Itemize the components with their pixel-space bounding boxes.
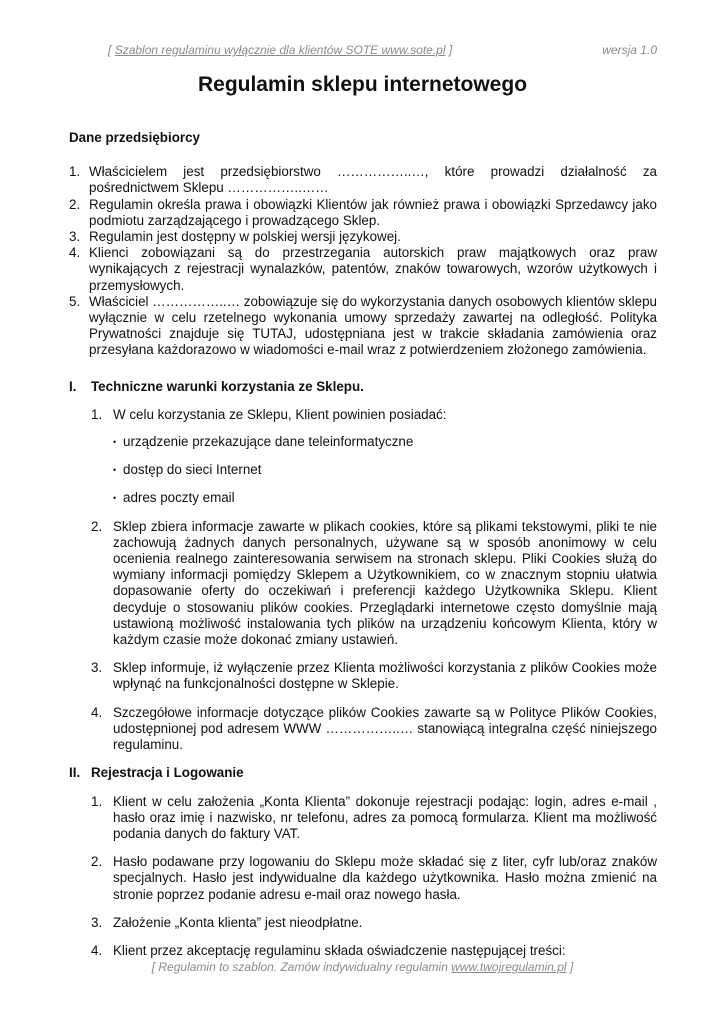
page-title: Regulamin sklepu internetowego [197,73,528,96]
section-2-item-4: 4. Klient przez akceptację regulaminu składa oświadczenie następującej treści: [91,942,566,958]
page-footer: [ Regulamin to szablon. Zamów indywidualny regulamin www.twojregulamin.pl ] [151,960,574,974]
bullet-item: • adres poczty email [113,490,235,506]
intro-item-2: 2. Regulamin określa prawa i obowiązki Klientów jak również prawa i obowiązki Sprzedawcy jako podmiotu zarządzającego i prowadzącego Sklep. [69,196,657,228]
section-1-item-3: 3. Sklep informuje, iż wyłączenie przez Klienta możliwości korzystania z plików Cookies może wpłynąć na funkcjonalności dostępne w Sklepie. [91,660,657,692]
section-1-heading: I. Techniczne warunki korzystania ze Sklepu. [69,378,364,394]
bullet-icon: • [113,437,117,448]
document-body [69,130,657,959]
bullet-icon: • [113,465,117,476]
bullet-item: • urządzenie przekazujące dane teleinformatyczne [113,434,414,450]
section-2-item-1: 1. Klient w celu założenia „Konta Klienta” dokonuje rejestracji podając: login, adres e-mail , hasło oraz imię i nazwisko, nr telefonu, adres za pomocą formularza. Klient ma możliwość podania danych do faktury VAT. [91,793,657,841]
section-1-item-4: 4. Szczegółowe informacje dotyczące plików Cookies zawarte są w Polityce Plików Cookies, udostępnionej pod adresem WWW ……………..… stanowiącą integralna część niniejszego regulaminu. [91,704,657,753]
template-notice: [ Szablon regulaminu wyłącznie dla klientów SOTE www.sote.pl ] [108,43,453,57]
bullet-item: • dostęp do sieci Internet [113,462,262,478]
twojregulamin-link[interactable]: www.twojregulamin.pl [451,960,567,974]
section-2-heading: II. Rejestracja i Logowanie [69,765,244,781]
intro-heading: Dane przedsiębiorcy [69,130,200,145]
version-label: wersja 1.0 [602,43,657,57]
section-1-item-1: 1. W celu korzystania ze Sklepu, Klient powinien posiadać: [91,406,447,422]
intro-item-3: 3. Regulamin jest dostępny w polskiej wersji językowej. [69,229,401,245]
intro-item-5: 5. Właściciel ……………..… zobowiązuje się do wykorzystania danych osobowych klientów sklepu wyłącznie w celu rzetelnego wykonania umowy sprzedaży zawartej na odległość. Polityka Prywatności znajduje się TUTAJ, udostępniana jest w trakcie składania zamówienia oraz przesyłana każdorazowo w wiadomości e-mail wraz z potwierdzeniem złożonego zamówienia. [69,293,657,358]
sote-link[interactable]: Szablon regulaminu wyłącznie dla klientów SOTE www.sote.pl [114,43,446,57]
intro-item-4: 4. Klienci zobowiązani są do przestrzegania autorskich praw majątkowych oraz praw wynikających z rejestracji wynalazków, patentów, znaków towarowych, wzorów użytkowych i przemysłowych. [69,245,657,293]
section-2-item-2: 2. Hasło podawane przy logowaniu do Sklepu może składać się z liter, cyfr lub/oraz znaków specjalnych. Hasło jest indywidualne dla każdego użytkownika. Hasło można zmienić na stronie poprzez podanie adresu e-mail oraz nowego hasła. [91,854,657,902]
section-1-item-2: 2. Sklep zbiera informacje zawarte w plikach cookies, które są plikami tekstowymi, pliki te nie zachowują żadnych danych personalnych, używane są w sposób anonimowy w celu ocenienia realnego zainteresowania serwisem na stronach sklepu. Pliki Cookies służą do wymiany informacji pomiędzy Sklepem a Użytkownikiem, co w znacznym stopniu ułatwia dopasowanie oferty do oczekiwań i preferencji każdego Użytkownika Sklepu. Klient decyduje o stosowaniu plików cookies. Przeglądarki internetowe często domyślnie mają ustawioną możliwość instalowania tych plików na urządzeniu końcowym Klienta, który w każdym czasie może dokonać zmiany ustawień. [91,518,657,648]
bullet-icon: • [113,493,117,504]
footer-notice: Regulamin to szablon. Zamów indywidualny regulamin [158,960,448,974]
section-2-item-3: 3. Założenie „Konta klienta” jest nieodpłatne. [91,914,363,930]
intro-item-1: 1. Właścicielem jest przedsiębiorstwo ……………..…, które prowadzi działalność za pośrednictwem Sklepu ……………..…… [69,164,657,196]
